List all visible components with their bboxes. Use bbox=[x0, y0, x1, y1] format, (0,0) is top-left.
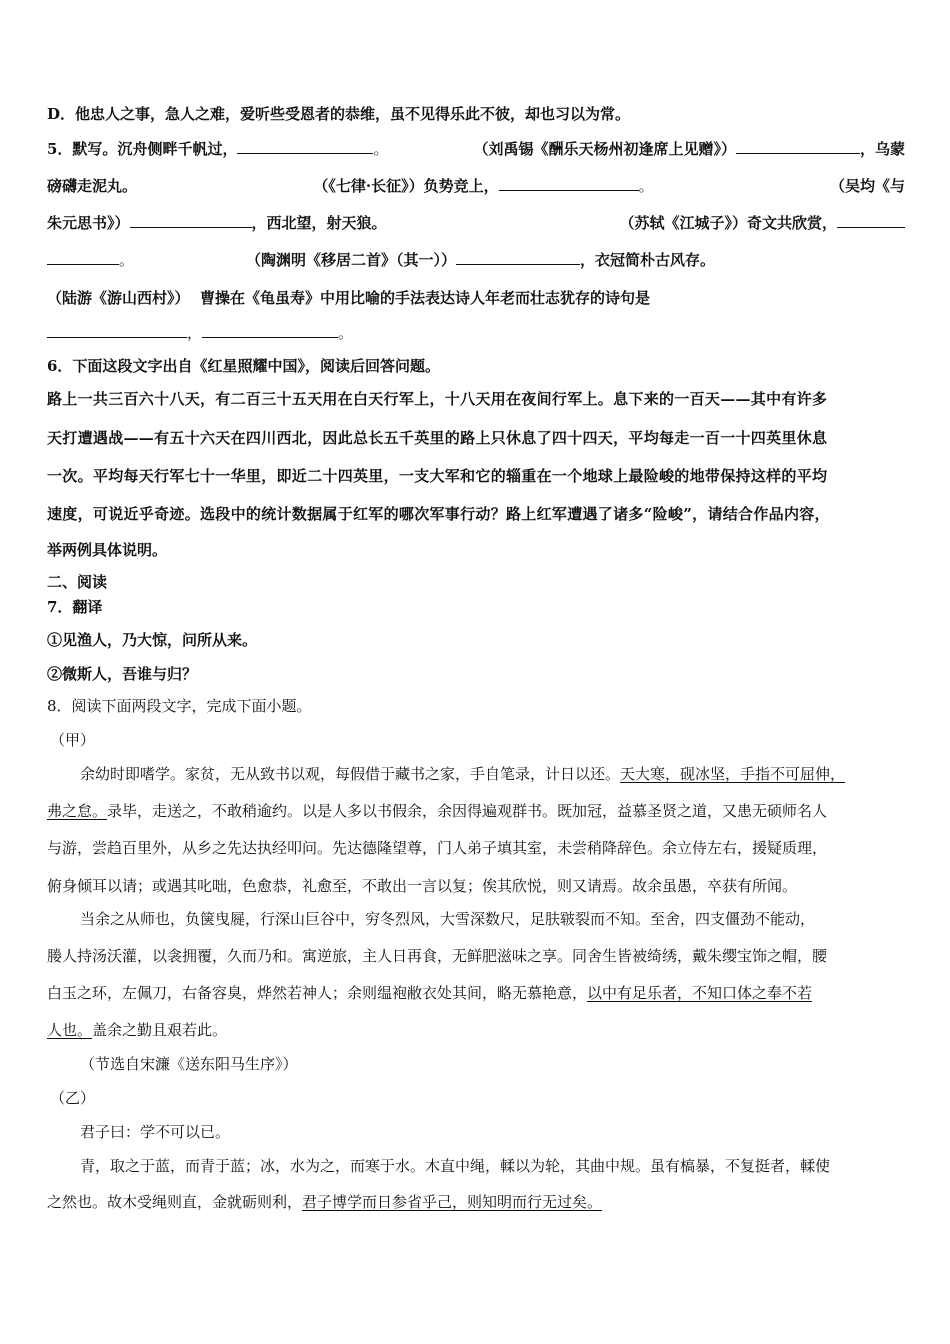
q4-option-d: D．他忠人之事，急人之难，爱听些受恩者的恭维，虽不见得乐此不彼，却也习以为常。 bbox=[47, 105, 631, 123]
q5-source-tao: （陶渊明《移居二首》（其一）） bbox=[246, 251, 457, 269]
jia-text: 录毕，走送之，不敢稍逾约。以是人多以书假余，余因得遍观群书。既加冠，益慕圣贤之道，又患无硕师名人 bbox=[107, 802, 828, 820]
yi-text: 之然也。故木受绳则直，金就砺则利， bbox=[47, 1193, 303, 1211]
q5-text: ，衣冠简朴古风存。 bbox=[580, 251, 716, 269]
q5-punct: 。 bbox=[338, 324, 354, 342]
q5-blank-5a[interactable] bbox=[837, 213, 905, 228]
q6-passage-line: 举两例具体说明。 bbox=[47, 541, 168, 559]
q5-punct: 。 bbox=[119, 251, 135, 269]
q5-text: 朱元思书》） bbox=[47, 214, 130, 232]
q5-line-1 bbox=[47, 139, 905, 159]
jia-text: 盖余之勤且艰若此。 bbox=[92, 1021, 228, 1039]
jia-underlined: 天大寒，砚冰坚，手指不可屈伸， bbox=[620, 765, 846, 783]
q5-line-6 bbox=[47, 323, 353, 343]
q6-passage-line: 速度，可说近乎奇迹。选段中的统计数据属于红军的哪次军事行动？路上红军遭遇了诸多“险峻”，请结合作品内容， bbox=[47, 505, 830, 523]
jia-underlined: 人也。 bbox=[47, 1021, 93, 1039]
q5-source-liu: （刘禹锡《酬乐天杨州初逢席上见赠》） bbox=[473, 140, 736, 158]
q5-text: ，西北望，射天狼。 bbox=[251, 214, 387, 232]
q7-item: ②微斯人，吾谁与归？ bbox=[47, 665, 198, 683]
yi-line bbox=[47, 1192, 602, 1212]
q5-text: ，乌蒙 bbox=[859, 140, 905, 158]
q5-punct: 。 bbox=[373, 140, 389, 158]
q5-line-4 bbox=[47, 250, 715, 270]
jia-line bbox=[47, 801, 827, 821]
q5-line-2 bbox=[47, 176, 905, 196]
q5-blank-3[interactable] bbox=[499, 176, 639, 191]
jia-line: 俯身倾耳以请；或遇其叱咄，色愈恭，礼愈至，不敢出一言以复；俟其欣悦，则又请焉。故余虽愚，卒获有所闻。 bbox=[47, 877, 798, 895]
yi-underlined: 君子博学而日参省乎己，则知明而行无过矣。 bbox=[302, 1193, 603, 1211]
q5-blank-2[interactable] bbox=[736, 139, 860, 154]
q7-title: 7．翻译 bbox=[47, 598, 103, 616]
jia-line: 媵人持汤沃灌，以衾拥覆，久而乃和。寓逆旅，主人日再食，无鲜肥滋味之享。同舍生皆被绮绣，戴朱缨宝饰之帽，腰 bbox=[47, 947, 828, 965]
q5-punct: ， bbox=[187, 324, 203, 342]
q5-blank-6[interactable] bbox=[456, 250, 580, 265]
jia-underlined: 以中有足乐者，不知口体之奉不若 bbox=[587, 984, 813, 1002]
yi-line: 君子曰：学不可以已。 bbox=[80, 1123, 231, 1141]
jia-text: 余幼时即嗜学。家贫，无从致书以观，每假借于藏书之家，手自笔录，计日以还。 bbox=[80, 765, 621, 783]
yi-line: 青，取之于蓝，而青于蓝；冰，水为之，而寒于水。木直中绳，輮以为轮，其曲中规。虽有槁暴，不复挺者，輮使 bbox=[80, 1157, 831, 1175]
q5-prompt: 5．默写。沉舟侧畔千帆过， bbox=[47, 140, 238, 158]
q6-passage-line: 天打遭遇战——有五十六天在四川西北，因此总长五千英里的路上只休息了四十四天，平均每走一百一十四英里休息 bbox=[47, 429, 828, 447]
q5-blank-4[interactable] bbox=[130, 213, 252, 228]
q8-title: 8．阅读下面两段文字，完成下面小题。 bbox=[47, 697, 312, 715]
q5-source-wu: （吴均《与 bbox=[829, 177, 905, 195]
section-heading: 二、阅读 bbox=[47, 573, 108, 591]
q5-source-mao: （《七律·长征》）负势竞上， bbox=[313, 177, 499, 195]
jia-text: 白玉之环，左佩刀，右备容臭，烨然若神人；余则缊袍敝衣处其间，略无慕艳意， bbox=[47, 984, 588, 1002]
q5-blank-7[interactable] bbox=[47, 323, 187, 338]
q5-text: 磅礴走泥丸。 bbox=[47, 177, 138, 195]
q5-line-5: （陆游《游山西村》） 曹操在《龟虽寿》中用比喻的手法表达诗人年老而壮志犹存的诗句是 bbox=[47, 289, 650, 307]
jia-line bbox=[80, 764, 845, 784]
q5-blank-5b[interactable] bbox=[47, 250, 119, 265]
q5-blank-8[interactable] bbox=[202, 323, 338, 338]
q7-item: ①见渔人，乃大惊，问所从来。 bbox=[47, 631, 258, 649]
jia-line: 当余之从师也，负箧曳屣，行深山巨谷中，穷冬烈风，大雪深数尺，足肤皲裂而不知。至舍，四支僵劲不能动， bbox=[80, 910, 816, 928]
q6-passage-line: 一次。平均每天行军七十一华里，即近二十四英里，一支大军和它的辎重在一个地球上最险峻的地带保持这样的平均 bbox=[47, 467, 828, 485]
q5-line-3 bbox=[47, 213, 905, 233]
q6-passage-line: 路上一共三百六十八天，有二百三十五天用在白天行军上，十八天用在夜间行军上。息下来的一百天——其中有许多 bbox=[47, 390, 828, 408]
jia-underlined: 弗之怠。 bbox=[47, 802, 108, 820]
passage-label-yi: （乙） bbox=[50, 1089, 96, 1107]
q5-punct: 。 bbox=[638, 177, 654, 195]
jia-line: 与游，尝趋百里外，从乡之先达执经叩问。先达德隆望尊，门人弟子填其室，未尝稍降辞色。余立侍左右，援疑质理， bbox=[47, 839, 828, 857]
jia-line bbox=[47, 1020, 227, 1040]
q5-blank-1[interactable] bbox=[237, 139, 373, 154]
jia-line bbox=[47, 983, 812, 1003]
q5-source-su: （苏轼《江城子》）奇文共欣赏， bbox=[619, 214, 837, 232]
passage-label-jia: （甲） bbox=[50, 731, 96, 749]
q6-title: 6．下面这段文字出自《红星照耀中国》，阅读后回答问题。 bbox=[47, 357, 440, 375]
jia-source: （节选自宋濂《送东阳马生序》） bbox=[80, 1055, 298, 1073]
